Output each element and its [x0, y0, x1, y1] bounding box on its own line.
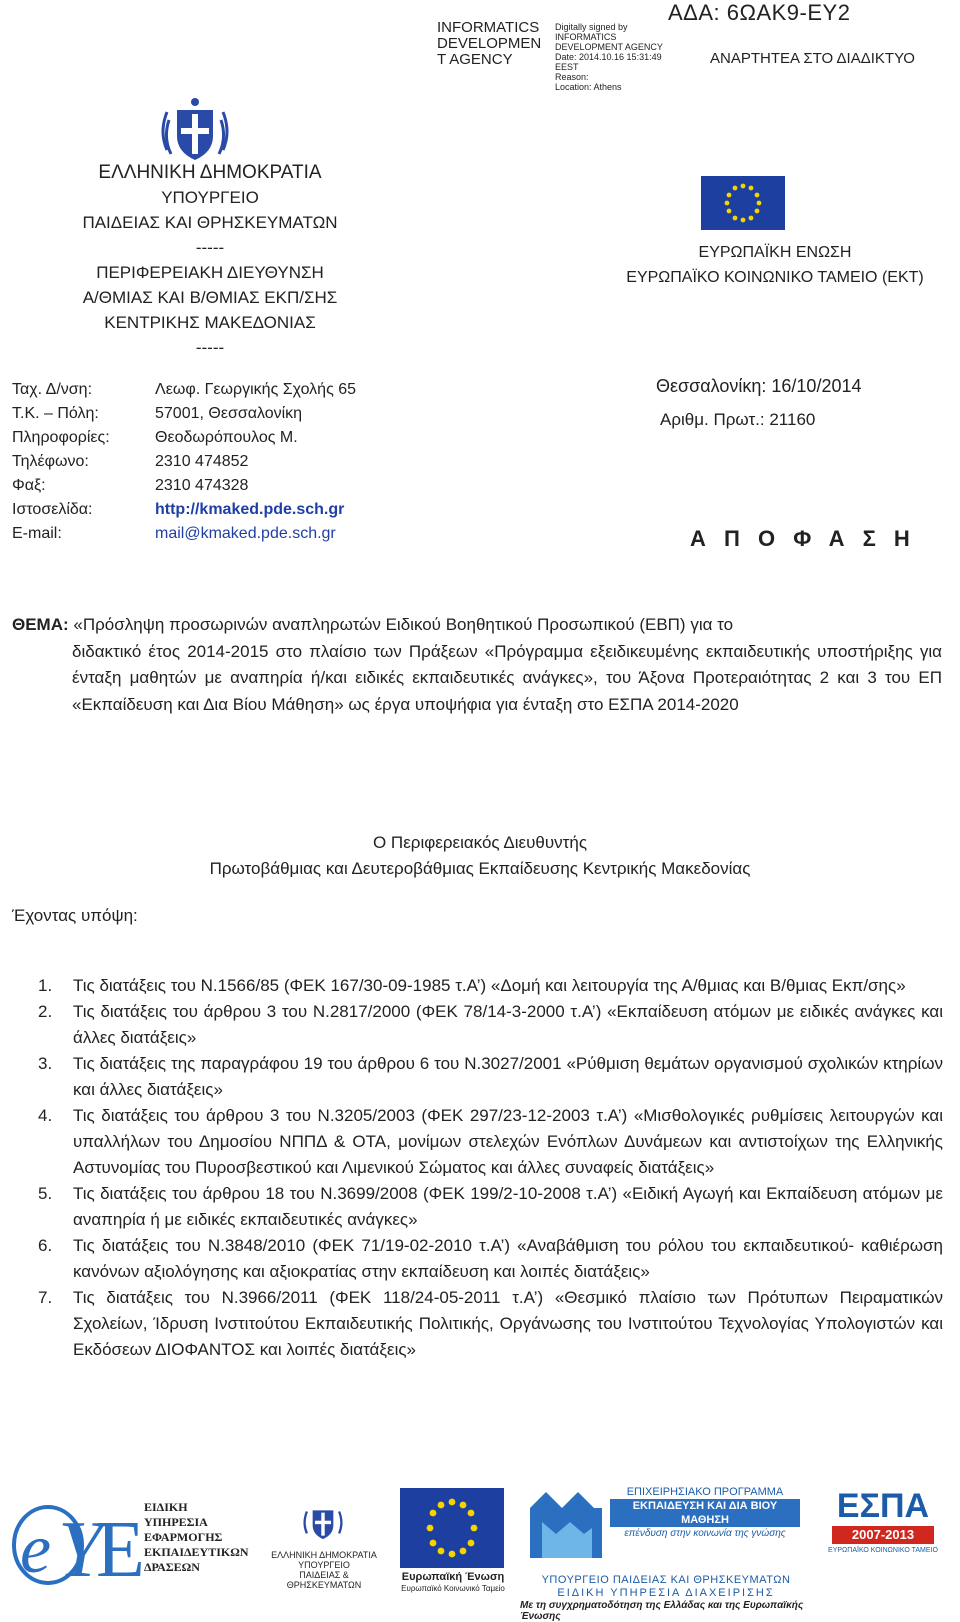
- footer-eu-text: [398, 1572, 508, 1594]
- list-text: Τις διατάξεις του άρθρου 3 του Ν.3205/2003 (ΦΕΚ 297/23-12-2003 τ.Α’) «Μισθολογικές ρυθμίσεις λειτουργών και υπαλλήλων του Δημοσίου ΝΠΠΔ & ΟΤΑ, μονίμων στελεχών Ενόπλων Δυνάμεων και αντιστοίχων της Ελληνικής Αστυνομίας του Πυροσβεστικού και Λιμενικού Σώματος και άλλες συναφείς διατάξεις»: [73, 1106, 943, 1177]
- issuer-line: ΠΕΡΙΦΕΡΕΙΑΚΗ ΔΙΕΥΘΥΝΣΗ: [96, 263, 324, 282]
- list-number: 6.: [38, 1236, 53, 1255]
- espa-fund: ΕΥΡΩΠΑΪΚΟ ΚΟΙΝΩΝΙΚΟ ΤΑΜΕΙΟ: [828, 1547, 938, 1554]
- list-text: Τις διατάξεις του Ν.3848/2010 (ΦΕΚ 71/19-02-2010 τ.Α’) «Αναβάθμιση του ρόλου του εκπαιδευτικού- καθιέρωση κανόνων αξιολόγησης και αξιοκρατίας στην εκπαίδευση και λοιπές διατάξεις»: [73, 1236, 943, 1281]
- op-line: ΕΠΙΧΕΙΡΗΣΙΑΚΟ ΠΡΟΓΡΑΜΜΑ: [626, 1486, 784, 1498]
- list-item: [38, 999, 943, 1051]
- signature-detail: DEVELOPMENT AGENCY: [555, 42, 663, 52]
- footer-hellenic-line: ΥΠΟΥΡΓΕΙΟ: [298, 1560, 350, 1570]
- issuer-line: ΠΑΙΔΕΙΑΣ ΚΑΙ ΘΡΗΣΚΕΥΜΑΤΩΝ: [82, 213, 338, 232]
- svg-text:Y: Y: [58, 1506, 103, 1594]
- list-text: Τις διατάξεις του Ν.1566/85 (ΦΕΚ 167/30-09-1985 τ.Α’) «Δομή και λειτουργία της Α/θμιας και Β/θμιας Εκπ/σης»: [73, 976, 906, 995]
- footer-eu-line: Ευρωπαϊκή Ένωση: [401, 1571, 505, 1583]
- website-link[interactable]: http://kmaked.pde.sch.gr: [155, 501, 345, 518]
- director-block: [120, 830, 840, 882]
- considerations-list: [38, 973, 943, 1363]
- signature-line: DEVELOPMEN: [437, 35, 542, 52]
- eye-text: [144, 1500, 248, 1575]
- op-text: [610, 1486, 800, 1541]
- contact-label: Ιστοσελίδα:: [12, 501, 93, 518]
- eye-text-line: ΔΡΑΣΕΩΝ: [144, 1560, 200, 1574]
- eu-line: ΕΥΡΩΠΑΪΚΟ ΚΟΙΝΩΝΙΚΟ ΤΑΜΕΙΟ (ΕΚΤ): [626, 269, 924, 286]
- footer-hellenic-line: ΠΑΙΔΕΙΑΣ & ΘΡΗΣΚΕΥΜΑΤΩΝ: [286, 1570, 362, 1590]
- contact-label: E-mail:: [12, 525, 62, 542]
- eu-heading: [615, 240, 935, 290]
- list-number: 1.: [38, 976, 53, 995]
- decision-title: Α Π Ο Φ Α Σ Η: [690, 526, 916, 551]
- op-ministry: [526, 1574, 806, 1600]
- signature-detail: EEST: [555, 62, 579, 72]
- subject-text: «Πρόσληψη προσωρινών αναπληρωτών Ειδικού Βοηθητικού Προσωπικού (ΕΒΠ) για το: [73, 615, 734, 634]
- eye-text-line: ΕΚΠΑΙΔΕΥΤΙΚΩΝ: [144, 1545, 249, 1559]
- footer-hellenic-text: [265, 1550, 383, 1590]
- email-link[interactable]: mail@kmaked.pde.sch.gr: [155, 525, 336, 542]
- posted-label: ΑΝΑΡΤΗΤΕΑ ΣΤΟ ΔΙΑΔΙΚΤΥΟ: [710, 50, 915, 67]
- subject-text-continued: διδακτικό έτος 2014-2015 στο πλαίσιο των Πράξεων «Πρόγραμμα εξειδικευμένης εκπαιδευτικής υποστήριξης για ένταξη μαθητών με αναπηρία ή/και ειδικές εκπαιδευτικές ανάγκες», του Άξονα Προτεραιότητας 2 και 3 του ΕΠ «Εκπαίδευση και Δια Βίου Μάθηση» ως έργα υποψήφια για ένταξη στο ΕΣΠΑ 2014-2020: [72, 641, 942, 714]
- issuer-line: ΥΠΟΥΡΓΕΙΟ: [161, 188, 259, 207]
- list-item: [38, 1233, 943, 1285]
- list-item: [38, 1103, 943, 1181]
- contact-label: Πληροφορίες:: [12, 429, 110, 446]
- footer-eu-line: Ευρωπαϊκό Κοινωνικό Ταμείο: [401, 1584, 505, 1593]
- svg-text:e: e: [20, 1511, 52, 1588]
- contact-info: [12, 378, 356, 546]
- document-date: Θεσσαλονίκη: 16/10/2014: [656, 376, 862, 396]
- contact-value: 2310 474852: [155, 453, 249, 470]
- director-subtitle: Πρωτοβάθμιας και Δευτεροβάθμιας Εκπαίδευσης Κεντρικής Μακεδονίας: [209, 859, 751, 878]
- list-item: [38, 1181, 943, 1233]
- espa-logo: [818, 1488, 948, 1555]
- eye-text-line: ΕΙΔΙΚΗ: [144, 1500, 188, 1514]
- issuer-block: [60, 160, 360, 360]
- eye-logo-icon: [8, 1490, 145, 1595]
- op-mark-icon: [526, 1488, 606, 1567]
- contact-row: [12, 426, 356, 450]
- list-item: [38, 973, 943, 999]
- signature-detail: INFORMATICS: [555, 32, 617, 42]
- list-text: Τις διατάξεις της παραγράφου 19 του άρθρου 6 του Ν.3027/2001 «Ρύθμιση θεμάτων οργανισμού σχολικών κτηρίων και άλλες διατάξεις»: [73, 1054, 943, 1099]
- eye-text-line: ΥΠΗΡΕΣΙΑ: [144, 1515, 208, 1529]
- issuer-line: ΚΕΝΤΡΙΚΗΣ ΜΑΚΕΔΟΝΙΑΣ: [104, 313, 316, 332]
- op-line: ΕΚΠΑΙΔΕΥΣΗ ΚΑΙ ΔΙΑ ΒΙΟΥ ΜΑΘΗΣΗ: [610, 1499, 800, 1527]
- contact-row: [12, 378, 356, 402]
- signature-detail: Reason:: [555, 72, 589, 82]
- eu-flag-icon: [701, 176, 785, 235]
- contact-row: [12, 450, 356, 474]
- espa-years: 2007-2013: [832, 1526, 934, 1544]
- contact-value: 57001, Θεσσαλονίκη: [155, 405, 303, 422]
- contact-row: [12, 522, 356, 546]
- ada-code: ΑΔΑ: 6ΩΑΚ9-ΕΥ2: [668, 0, 851, 25]
- contact-value: Λεωφ. Γεωργικής Σχολής 65: [155, 381, 357, 398]
- signature-detail: Date: 2014.10.16 15:31:49: [555, 52, 662, 62]
- signature-line: T AGENCY: [437, 51, 513, 68]
- issuer-divider: -----: [195, 238, 225, 257]
- eu-line: ΕΥΡΩΠΑΪΚΗ ΕΝΩΣΗ: [698, 244, 852, 261]
- footer-hellenic-line: ΕΛΛΗΝΙΚΗ ΔΗΜΟΚΡΑΤΙΑ: [271, 1550, 377, 1560]
- list-number: 7.: [38, 1288, 53, 1307]
- protocol-number: Αριθμ. Πρωτ.: 21160: [660, 410, 816, 429]
- contact-label: Ταχ. Δ/νση:: [12, 381, 93, 398]
- signature-details: [555, 22, 663, 92]
- director-title: Ο Περιφερειακός Διευθυντής: [372, 833, 588, 852]
- subject-label: ΘΕΜΑ:: [12, 615, 69, 634]
- op-line: ΕΙΔΙΚΗ ΥΠΗΡΕΣΙΑ ΔΙΑΧΕΙΡΙΣΗΣ: [557, 1587, 775, 1599]
- eye-text-line: ΕΦΑΡΜΟΓΗΣ: [144, 1530, 223, 1544]
- contact-row: [12, 498, 356, 522]
- list-number: 3.: [38, 1054, 53, 1073]
- issuer-line: Α/ΘΜΙΑΣ ΚΑΙ Β/ΘΜΙΑΣ ΕΚΠ/ΣΗΣ: [82, 288, 338, 307]
- signature-signer: [437, 20, 541, 68]
- signature-line: INFORMATICS: [437, 19, 540, 36]
- list-number: 4.: [38, 1106, 53, 1125]
- op-line: επένδυση στην κοινωνία της γνώσης: [624, 1528, 786, 1539]
- footer-eu-flag-icon: [400, 1488, 504, 1573]
- op-line: ΥΠΟΥΡΓΕΙΟ ΠΑΙΔΕΙΑΣ ΚΑΙ ΘΡΗΣΚΕΥΜΑΤΩΝ: [541, 1574, 791, 1586]
- contact-row: [12, 474, 356, 498]
- svg-text:E: E: [96, 1506, 145, 1594]
- espa-title: ΕΣΠΑ: [836, 1487, 930, 1525]
- issuer-divider: -----: [195, 338, 225, 357]
- having-in-mind-label: Έχοντας υπόψη:: [12, 906, 138, 925]
- contact-row: [12, 402, 356, 426]
- contact-value: 2310 474328: [155, 477, 249, 494]
- list-text: Τις διατάξεις του άρθρου 18 του Ν.3699/2008 (ΦΕΚ 199/2-10-2008 τ.Α’) «Ειδική Αγωγή και Εκπαίδευση ατόμων με αναπηρία ή με ειδικές εκπαιδευτικές ανάγκες»: [73, 1184, 943, 1229]
- list-item: [38, 1285, 943, 1363]
- signature-detail: Location: Athens: [555, 82, 622, 92]
- list-number: 5.: [38, 1184, 53, 1203]
- list-number: 2.: [38, 1002, 53, 1021]
- cofinancing-note: Με τη συγχρηματοδότηση της Ελλάδας και της Ευρωπαϊκής Ένωσης: [520, 1600, 804, 1622]
- list-text: Τις διατάξεις του Ν.3966/2011 (ΦΕΚ 118/24-05-2011 τ.Α’) «Θεσμικό πλαίσιο των Πρότυπων Πειραματικών Σχολείων, Ίδρυση Ινστιτούτου Εκπαιδευτικής Πολιτικής, Οργάνωσης του Ινστιτούτου Τεχνολογίας Υπολογιστών και Εκδόσεων ΔΙΟΦΑΝΤΟΣ και λοιπές διατάξεις»: [73, 1288, 943, 1359]
- list-text: Τις διατάξεις του άρθρου 3 του Ν.2817/2000 (ΦΕΚ 78/14-3-2000 τ.Α’) «Εκπαίδευση ατόμων με ειδικές ανάγκες και άλλες διατάξεις»: [73, 1002, 943, 1047]
- contact-value: Θεοδωρόπουλος Μ.: [155, 429, 298, 446]
- contact-label: Φαξ:: [12, 477, 46, 494]
- issuer-country: ΕΛΛΗΝΙΚΗ ΔΗΜΟΚΡΑΤΙΑ: [98, 162, 322, 183]
- footer-logos: [0, 1478, 960, 1622]
- contact-label: Τηλέφωνο:: [12, 453, 89, 470]
- contact-label: Τ.Κ. – Πόλη:: [12, 405, 99, 422]
- subject-paragraph: [12, 612, 942, 718]
- signature-detail: Digitally signed by: [555, 22, 628, 32]
- list-item: [38, 1051, 943, 1103]
- footer-emblem-icon: [300, 1500, 346, 1551]
